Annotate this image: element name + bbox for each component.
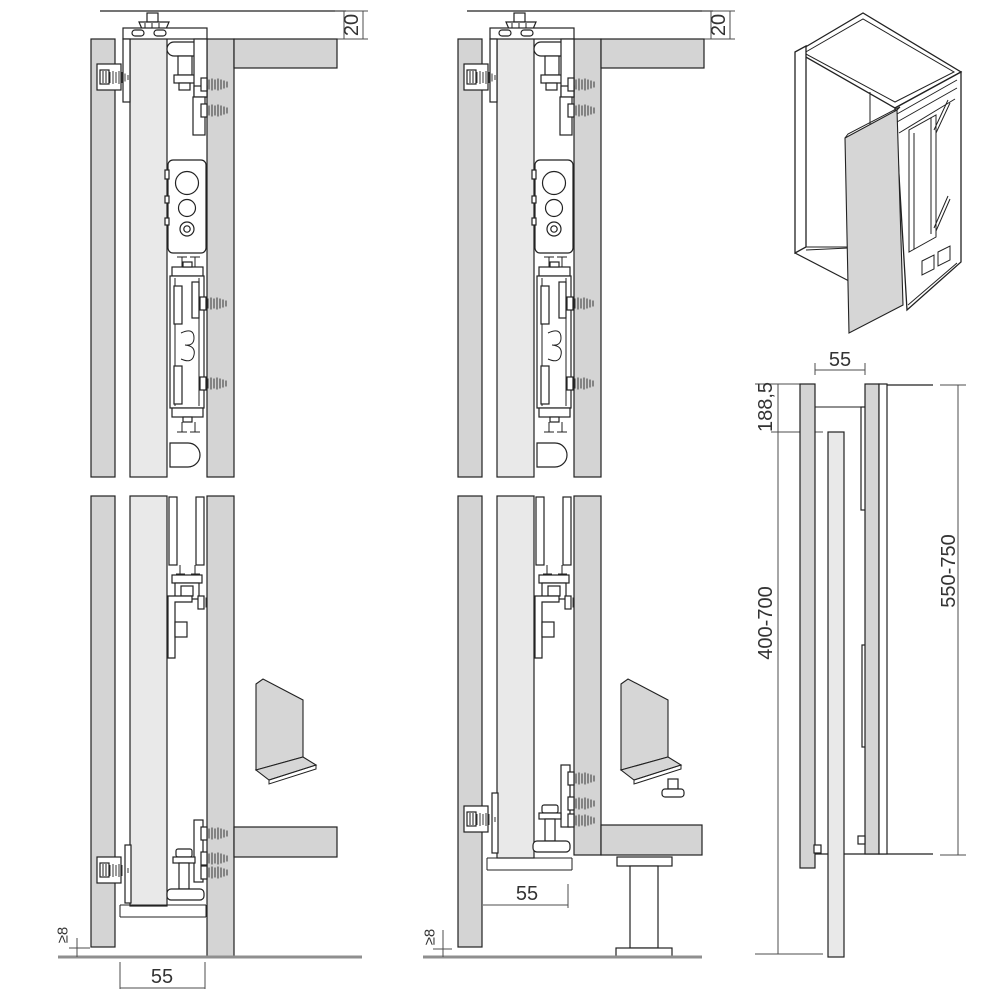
floor-guide-channel (487, 858, 572, 870)
cabinet-side-panel (865, 384, 879, 854)
cabinet-side-lower (574, 496, 601, 855)
section-view-plinth (58, 11, 368, 989)
wall-mounting-screw-bottom (464, 806, 495, 832)
angle-bracket-3d (256, 679, 316, 784)
dim-top-offset-elevation: 188,5 (755, 381, 777, 433)
angle-bracket-3d (621, 679, 681, 784)
dim-depth-left: 55 (150, 966, 174, 988)
cabinet-right-side (895, 72, 961, 310)
cabinet-left-side (795, 46, 806, 253)
cabinet-side-edge (879, 384, 887, 854)
dim-right-lines (940, 385, 966, 855)
dim-side-range-elevation: 550-750 (938, 534, 960, 608)
door-panel-side (828, 432, 844, 957)
dim-depth-elevation: 55 (828, 349, 852, 371)
cabinet-bottom-panel (601, 825, 702, 855)
dim-door-range-elevation: 400-700 (755, 586, 777, 660)
elevation-view (755, 363, 966, 957)
floor-guide-channel (120, 905, 206, 917)
door-guide-notch (814, 845, 821, 853)
dim-top-clearance-left: 20 (341, 13, 363, 37)
cabinet-leg (616, 857, 672, 957)
door-panel-lower (130, 496, 167, 906)
dim-depth-middle: 55 (515, 883, 539, 905)
cabinet-side-lower (207, 496, 234, 957)
side-guide-notch (858, 836, 865, 844)
cabinet-bottom-panel (234, 827, 337, 857)
dim-top-clearance-middle: 20 (708, 13, 730, 37)
dim-floor-clearance-middle: ≥8 (421, 928, 439, 946)
dim-floor-clearance (69, 938, 90, 957)
wall-mounting-screw-bottom (97, 857, 128, 883)
isometric-cabinet-view (795, 13, 961, 333)
sliding-door-panel-3d (845, 110, 903, 333)
dim-floor-clearance-left: ≥8 (54, 926, 72, 944)
wall-rail-strip (800, 384, 815, 868)
door-panel-lower (497, 496, 534, 858)
section-view-legs (423, 11, 735, 957)
bracket-leveling-foot (662, 779, 684, 797)
